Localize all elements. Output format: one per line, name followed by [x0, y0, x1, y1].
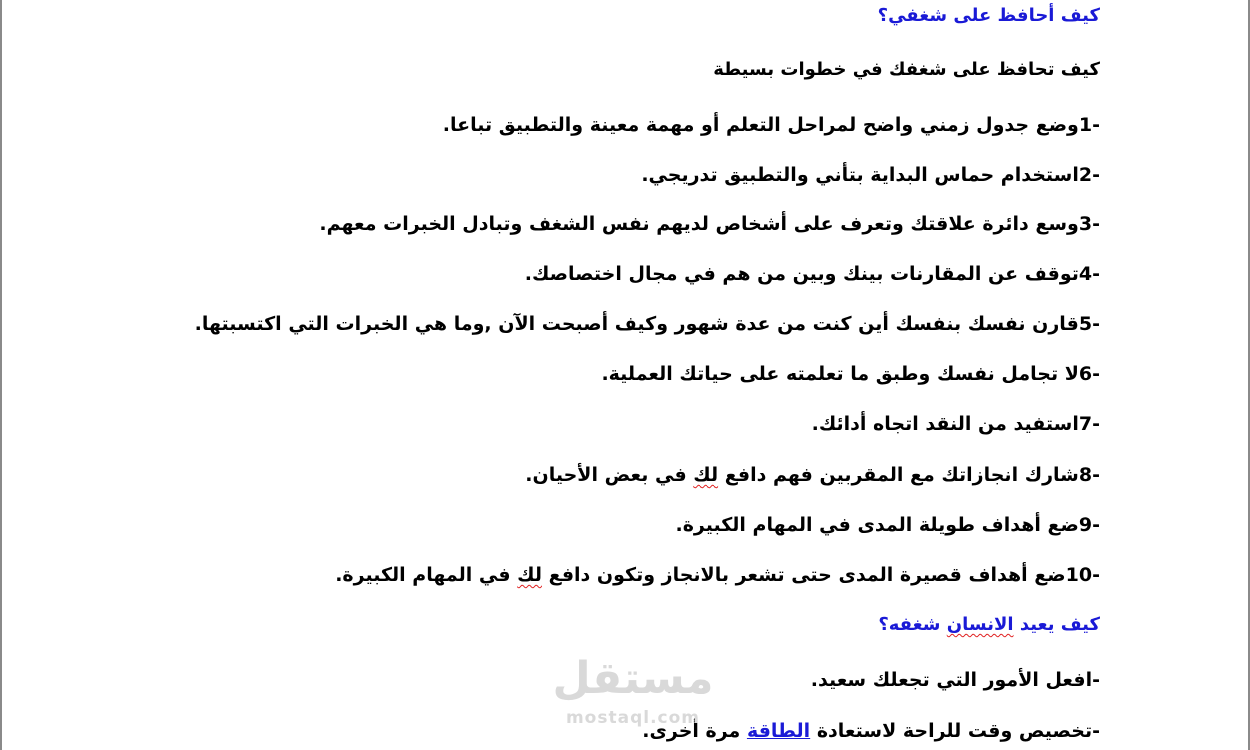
spellcheck-word: لك	[693, 464, 719, 486]
step-item	[319, 212, 1100, 236]
step-item	[675, 513, 1100, 537]
step-item	[335, 563, 1100, 587]
tip-dash: -	[1092, 720, 1100, 742]
step-text: وضع جدول زمني واضح لمراحل التعلم أو مهمة معينة والتطبيق تباعا.	[442, 114, 1079, 136]
tip-dash: -	[1092, 669, 1100, 691]
tip-text: تخصيص وقت للراحة لاستعادة	[810, 720, 1093, 742]
step-item	[525, 463, 1100, 487]
step-text: في بعض الأحيان.	[525, 464, 694, 486]
step-item	[641, 163, 1100, 187]
step-number: 7	[1078, 413, 1093, 435]
step-item	[525, 262, 1100, 286]
step-text: ضع أهداف طويلة المدى في المهام الكبيرة.	[675, 514, 1079, 536]
step-dash: -	[1092, 514, 1100, 536]
tip-text: مرة أخرى.	[642, 720, 747, 742]
step-text: في المهام الكبيرة.	[335, 564, 518, 586]
tip-item	[642, 719, 1100, 743]
energy-link[interactable]: الطاقة	[746, 720, 811, 742]
step-number: 6	[1078, 363, 1093, 385]
step-number: 2	[1078, 164, 1093, 186]
step-text: توقف عن المقارنات بينك وبين من هم في مجال اختصاصك.	[524, 263, 1079, 285]
step-item	[812, 412, 1100, 436]
step-dash: -	[1092, 363, 1100, 385]
step-item	[443, 113, 1100, 137]
subtitle: كيف تحافظ على شغفك في خطوات بسيطة	[713, 59, 1100, 80]
heading-how-keep-passion: كيف أحافظ على شغفي؟	[877, 5, 1100, 26]
step-text: لا تجامل نفسك وطبق ما تعلمته على حياتك العملية.	[601, 363, 1079, 385]
step-number: 8	[1078, 464, 1093, 486]
step-text: شارك انجازاتك مع المقربين فهم دافع	[718, 464, 1079, 486]
step-dash: -	[1092, 564, 1100, 586]
step-dash: -	[1092, 313, 1100, 335]
step-dash: -	[1092, 464, 1100, 486]
step-number: 10	[1065, 564, 1093, 586]
step-number: 5	[1078, 313, 1093, 335]
step-number: 1	[1078, 114, 1093, 136]
step-text: ضع أهداف قصيرة المدى حتى تشعر بالانجاز وتكون دافع	[542, 564, 1066, 586]
step-dash: -	[1092, 263, 1100, 285]
step-dash: -	[1092, 164, 1100, 186]
watermark-arabic: مستقل	[552, 653, 714, 704]
step-number: 4	[1078, 263, 1093, 285]
heading-text: شغفه؟	[878, 614, 947, 635]
tip-text: افعل الأمور التي تجعلك سعيد.	[810, 669, 1093, 691]
step-number: 3	[1078, 213, 1093, 235]
tip-item	[811, 668, 1100, 692]
step-dash: -	[1092, 413, 1100, 435]
step-text: قارن نفسك بنفسك أين كنت من عدة شهور وكيف أصبحت الآن ,وما هي الخبرات التي اكتسبتها.	[194, 313, 1079, 335]
step-number: 9	[1078, 514, 1093, 536]
spellcheck-word: لك	[517, 564, 542, 586]
step-item	[195, 312, 1100, 336]
step-text: وسع دائرة علاقتك وتعرف على أشخاص لديهم نفس الشغف وتبادل الخبرات معهم.	[319, 213, 1079, 235]
step-text: استفيد من النقد اتجاه أدائك.	[811, 413, 1079, 435]
step-item	[601, 362, 1100, 386]
step-dash: -	[1092, 114, 1100, 136]
spellcheck-word: الانسان	[946, 614, 1014, 635]
step-dash: -	[1092, 213, 1100, 235]
heading-how-regain-passion	[878, 613, 1100, 637]
heading-text: كيف يعيد	[1013, 614, 1100, 635]
step-text: استخدام حماس البداية بتأني والتطبيق تدريجي.	[641, 164, 1079, 186]
watermark-latin: mostaql.com	[565, 708, 701, 728]
